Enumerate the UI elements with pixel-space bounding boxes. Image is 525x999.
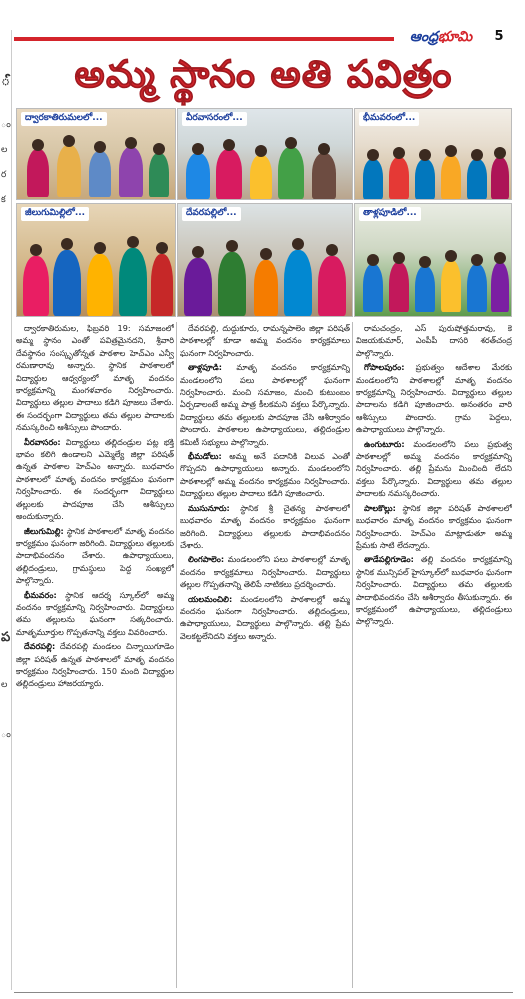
photo-caption: భీమవరంలో... [359,112,419,126]
column-divider [352,322,353,988]
paragraph: ద్వారకాతిరుమల, ఫిబ్రవరి 19: సమాజంలో అమ్మ స్థానం ఎంతో పవిత్రమైనదని, శ్రీవారి దేవస్థానం సంస్కృతోన్నత పాఠశాల హెచ్‌ఎం ఎన్వీ రమణారావు అన్నారు. స్థానిక పాఠశాలలో విద్యార్థుల ఆధ్వర్యంలో మాతృ వందనం కార్యక్రమాన్ని మంగళవారం నిర్వహించారు. విద్యార్థులు తల్లుల పాదాలు కడిగి పూజలు చేశారు. ఈ సందర్భంగా విద్యార్థులు తమ తల్లుల పాదాలకు నమస్కరించి ఆశీస్సులు పొందారు. [16,323,174,433]
column-divider [176,322,177,988]
photo-devarapalli [177,203,353,317]
photo-jeelugumilli [16,203,176,317]
photo-veeravasaram [177,108,353,200]
paragraph: తాడేపల్లిగూడెం: తల్లి వందనం కార్యక్రమాన్ని స్థానిక మున్సిపల్ హైస్కూల్‌లో బుధవారం ఘనంగా నిర్వహించారు. విద్యార్థులు తమ తల్లులకు పాదాభివందనం చేసి ఆశీర్వాదం తీసుకున్నారు. ఈ కార్యక్రమంలో ఉపాధ్యాయులు, తల్లిదండ్రులు పాల్గొన్నారు. [356,554,512,627]
masthead-rule [14,37,394,41]
page-number: 5 [494,29,504,44]
paragraph: లింగపాలెం: మండలంలోని పలు పాఠశాలల్లో మాతృ వందనం కార్యక్రమాలు నిర్వహించారు. విద్యార్థులు తల్లుల గొప్పతనాన్ని తెలిపే నాటికలు ప్రదర్శించారు. [180,554,350,590]
photo-tallapudi [354,203,512,317]
strip-glyph: ౕ [1,70,11,89]
paragraph: యలమంచిలి: మండలంలోని పాఠశాలల్లో అమ్మ వందనం ఘనంగా నిర్వహించారు. తల్లిదండ్రులు, ఉపాధ్యాయులు, విద్యార్థులు పాల్గొన్నారు. తల్లి ప్రేమ వెలకట్టలేనిదని వక్తలు అన్నారు. [180,593,350,641]
paragraph: భీమవరం: స్థానిక ఆదర్శ స్కూల్‌లో అమ్మ వందనం కార్యక్రమాన్ని నిర్వహించారు. విద్యార్థులు తమ తల్లులను ఘనంగా సత్కరించారు. మాతృమూర్తుల గొప్పతనాన్ని వక్తలు వివరించారు. [16,589,174,637]
paragraph: దేవరపల్లి: దేవరపల్లి మండలం చిన్నాయిగూడెం జిల్లా పరిషత్ ఉన్నత పాఠశాలలో మాతృ వందనం కార్యక్రమం నిర్వహించారు. 150 మంది విద్యార్థుల తల్లిదండ్రులు హాజరయ్యారు. [16,641,174,689]
photo-caption: జీలుగుమిల్లిలో... [21,207,89,221]
paragraph: పాలకొల్లు: స్థానిక జిల్లా పరిషత్ పాఠశాలలో బుధవారం మాతృ వందనం కార్యక్రమం ఘనంగా నిర్వహించారు. హెచ్‌ఎం మాట్లాడుతూ అమ్మ ప్రేమకు సాటి లేదన్నారు. [356,502,512,550]
strip-glyph: ల [1,680,8,690]
paragraph: భీమడోలు: అమ్మ అనే పదానికి విలువ ఎంతో గొప్పదని ఉపాధ్యాయులు అన్నారు. మండలంలోని పాఠశాలల్లో అమ్మ వందనం కార్యక్రమం నిర్వహించారు. విద్యార్థులు తల్లుల పాదాలు కడిగి పూజించారు. [180,451,350,499]
photo-caption: వీరవాసరంలో... [182,112,247,126]
paragraph: వీరవాసరం: విద్యార్థులు తల్లిదండ్రుల పట్ల భక్తి భావం కలిగి ఉండాలని ఎమ్మెల్యే జిల్లా పరిషత్ ఉన్నత పాఠశాల హెచ్‌ఎం అన్నారు. బుధవారం పాఠశాలలో మాతృ వందనం కార్యక్రమం ఘనంగా నిర్వహించారు. ఈ సందర్భంగా విద్యార్థులు తల్లులకు పాదపూజ చేసి ఆశీస్సులు అందుకున్నారు. [16,436,174,522]
paragraph: తాళ్లపూడి: మాతృ వందనం కార్యక్రమాన్ని మండలంలోని పలు పాఠశాలల్లో ఘనంగా నిర్వహించారు. మంచి సమాజం, మంచి కుటుంబం ఏర్పడాలంటే అమ్మ పాత్ర కీలకమని వక్తలు పేర్కొన్నారు. విద్యార్థులు తమ తల్లులకు పాదపూజ చేసి ఆశీర్వాదం పొందారు. పాఠశాలల ఉపాధ్యాయులు, తల్లిదండ్రుల కమిటీ సభ్యులు పాల్గొన్నారు. [180,362,350,447]
headline: అమ్మ స్థానం అతి పవిత్రం [74,52,453,96]
strip-glyph: ం [1,120,11,130]
photo-caption: దేవరపల్లిలో... [182,207,241,221]
strip-glyph: క [1,195,6,205]
paragraph: ఉంగుటూరు: మండలంలోని పలు ప్రభుత్వ పాఠశాలల్లో అమ్మ వందనం కార్యక్రమాన్ని నిర్వహించారు. తల్లి ప్రేమను మించింది లేదని వక్తలు పేర్కొన్నారు. విద్యార్థులు తమ తల్లుల పాదాలకు నమస్కరించారు. [356,438,512,499]
paragraph: ముసునూరు: స్థానిక శ్రీ చైతన్య పాఠశాలలో బుధవారం మాతృ వందనం కార్యక్రమం ఘనంగా జరిగింది. విద్యార్థులు తల్లులకు పాదాభివందనం చేశారు. [180,502,350,550]
paragraph: గోపాలపురం: ప్రభుత్వం ఆదేశాల మేరకు మండలంలోని పాఠశాలల్లో మాతృ వందనం కార్యక్రమాన్ని నిర్వహించారు. విద్యార్థులు తల్లుల పాదాలను కడిగి పూజించారు. అనంతరం వారి ఆశీస్సులు పొందారు. గ్రామ పెద్దలు, ఉపాధ్యాయులు పాల్గొన్నారు. [356,362,512,435]
article-column-1 [16,322,174,992]
photo-bhimavaram [354,108,512,200]
paragraph: దేవరపల్లి, దుద్దుకూరు, రామన్నపాలెం జిల్లా పరిషత్ పాఠశాలల్లో కూడా అమ్మ వందనం కార్యక్రమాలు ఘనంగా నిర్వహించారు. [180,323,350,358]
photo-dwarakatirumala [16,108,176,200]
previous-page-strip [0,30,12,990]
strip-glyph: ల [1,145,8,155]
strip-glyph: ప [1,630,11,645]
strip-glyph: ం [1,730,11,740]
newspaper-logo: ఆంధ్రభూమి [396,26,486,48]
photo-caption: ద్వారకాతిరుమలలో... [21,112,107,126]
photo-caption: తాళ్లపూడిలో... [359,207,421,221]
paragraph: రామచంద్రం, ఎస్ పురుషోత్తమరావు, కె విజయకుమార్, ఎంపీపీ దాసరి శరత్‌చంద్ర పాల్గొన్నారు. [356,323,512,358]
bottom-rule [14,992,513,993]
masthead [14,24,525,50]
paragraph: జీలుగుమిల్లి: స్థానిక పాఠశాలలో మాతృ వందనం కార్యక్రమం ఘనంగా జరిగింది. విద్యార్థులు తల్లులకు పాదాభివందనం చేశారు. ఉపాధ్యాయులు, తల్లిదండ్రులు, గ్రామస్థులు పెద్ద సంఖ్యలో పాల్గొన్నారు. [16,525,174,586]
strip-glyph: ర [1,170,7,180]
headline-box [14,52,513,106]
article-column-3 [356,322,512,992]
article-column-2 [180,322,350,992]
